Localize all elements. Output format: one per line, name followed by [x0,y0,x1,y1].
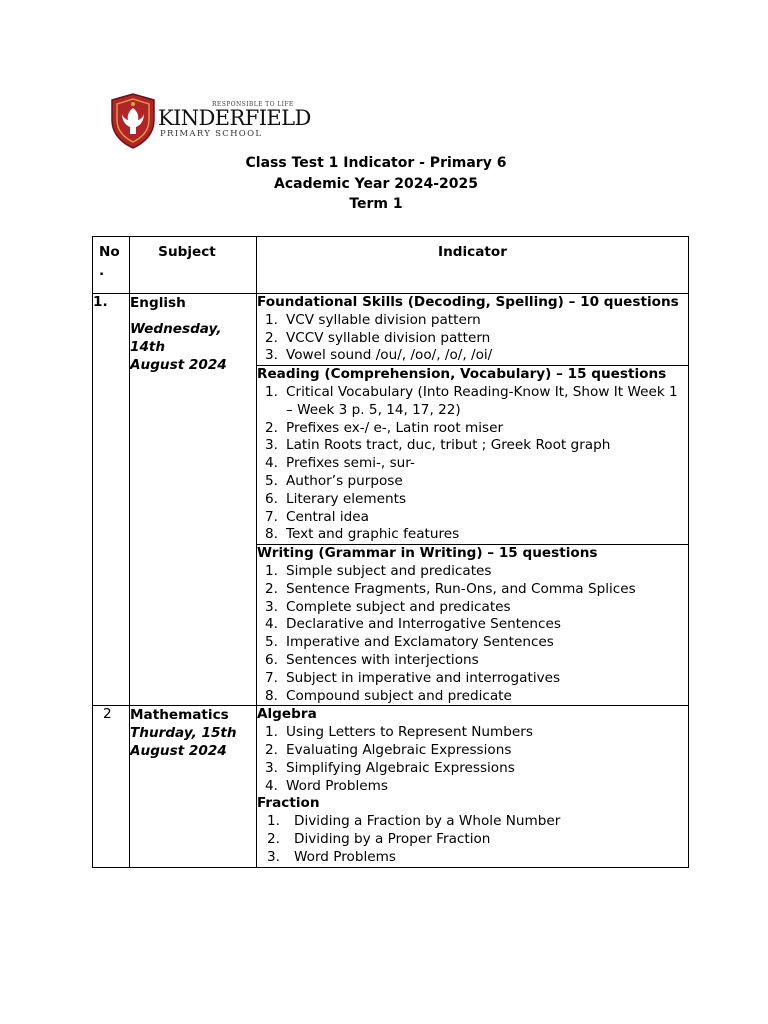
indicator-list [257,563,688,705]
table-header-row [93,237,689,294]
list-item: 5. Imperative and Exclamatory Sentences [265,634,554,651]
list-item: 7. Central idea [265,508,369,525]
header-subject: Subject [130,237,257,294]
test-date: Thurday, 15th August 2024 [130,725,237,760]
list-item: 2. Prefixes ex-/ e-, Latin root miser [265,419,504,436]
indicator-list [257,813,688,866]
header-no: No . [93,237,130,294]
list-item: 2. VCCV syllable division pattern [265,329,491,346]
academic-year: Academic Year 2024-2025 [274,176,478,192]
list-item: 5. Author’s purpose [265,472,403,489]
indicator-list [257,384,688,544]
indicator-table [92,236,689,868]
list-item: 6. Sentences with interjections [265,651,479,668]
list-item: 1. Critical Vocabulary (Into Reading-Know It, Show It Week 1 – Week 3 p. 5, 14, 17, 22) [265,383,678,418]
document-title: Class Test 1 Indicator - Primary 6 [245,155,507,171]
indicator-section [257,366,689,545]
list-item: 6. Literary elements [265,490,407,507]
subject-cell [130,706,257,867]
test-date: Wednesday, 14th August 2024 [130,321,227,373]
list-item: 3. Vowel sound /ou/, /oo/, /o/, /oi/ [265,347,493,364]
school-tagline: RESPONSIBLE TO LIFE [212,101,294,108]
list-item: 2. Evaluating Algebraic Expressions [265,741,512,758]
list-item: 3. Word Problems [267,848,396,865]
indicator-section [257,706,689,867]
section-title: Fraction [257,795,320,812]
list-item: 8. Compound subject and predicate [265,687,512,704]
school-crest-icon [108,92,158,150]
section-title: Writing (Grammar in Writing) – 15 questions [257,545,598,562]
school-name: KINDERFIELD [158,106,311,130]
school-logo [108,92,311,150]
row-number: 2 [93,706,130,867]
list-item: 1. Dividing a Fraction by a Whole Number [267,813,561,830]
school-subtitle: PRIMARY SCHOOL [160,129,263,139]
list-item: 1. Simple subject and predicates [265,562,492,579]
list-item: 4. Word Problems [265,777,388,794]
list-item: 2. Dividing by a Proper Fraction [267,830,491,847]
table-row-mathematics [93,706,689,867]
list-item: 3. Latin Roots tract, duc, tribut ; Greek Root graph [265,437,611,454]
subject-cell [130,294,257,706]
section-title: Reading (Comprehension, Vocabulary) – 15 questions [257,366,667,383]
list-item: 1. Using Letters to Represent Numbers [265,724,533,741]
indicator-section [257,545,689,706]
list-item: 7. Subject in imperative and interrogatives [265,669,561,686]
section-title: Foundational Skills (Decoding, Spelling) – 10 questions [257,294,679,310]
list-item: 1. VCV syllable division pattern [265,311,481,328]
list-item: 2. Sentence Fragments, Run-Ons, and Comma Splices [265,580,636,597]
list-item: 8. Text and graphic features [265,526,460,543]
header-indicator: Indicator [257,237,689,294]
term-label: Term 1 [349,196,403,212]
subject-name: Mathematics [130,707,229,724]
list-item: 4. Declarative and Interrogative Sentences [265,616,561,633]
indicator-list [257,312,688,365]
indicator-section [257,294,689,366]
indicator-list [257,724,688,795]
table-row-english [93,294,689,366]
section-title: Algebra [257,706,317,723]
list-item: 3. Complete subject and predicates [265,598,511,615]
subject-name: English [130,295,186,311]
row-number: 1. [93,294,130,706]
list-item: 3. Simplifying Algebraic Expressions [265,759,515,776]
list-item: 4. Prefixes semi-, sur- [265,455,415,472]
